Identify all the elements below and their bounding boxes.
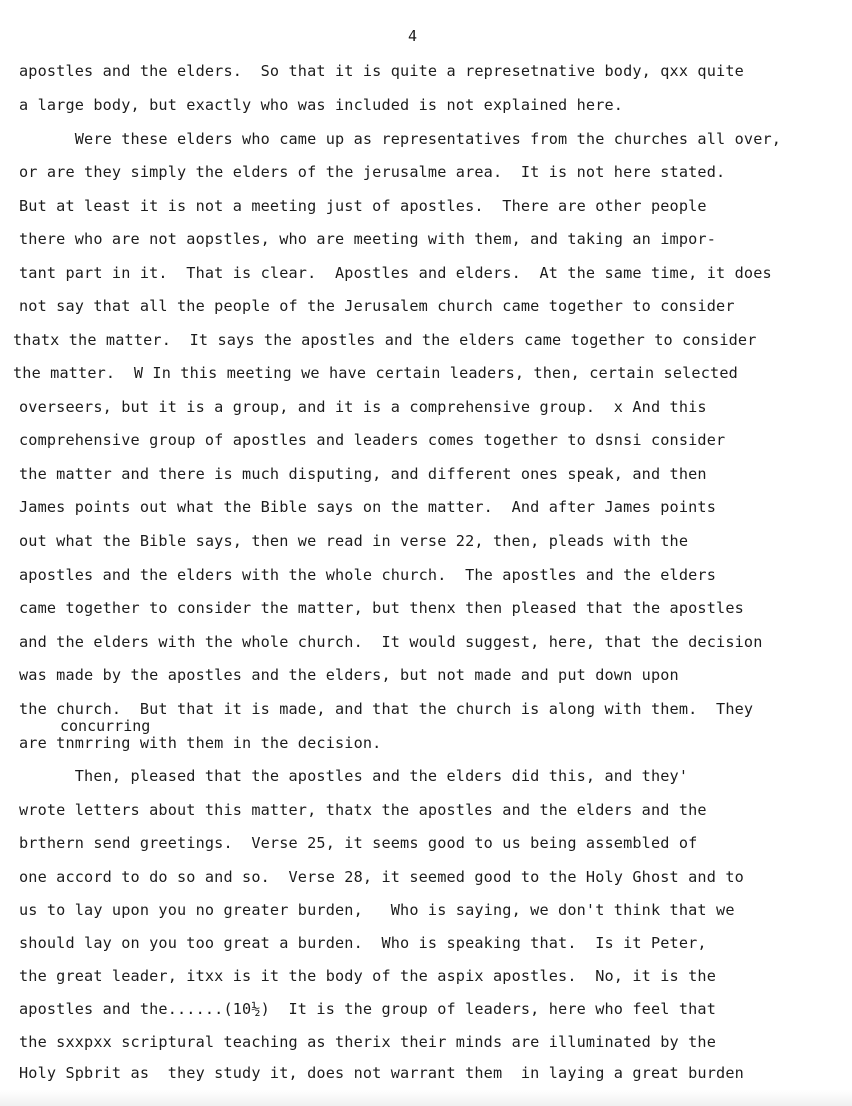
text-line: and the elders with the whole church. It would suggest, here, that the decision (19, 633, 763, 651)
text-line: Holy Spbrit as they study it, does not warrant them in laying a great burden (19, 1064, 744, 1082)
interlinear-correction: concurring (60, 717, 151, 735)
text-line: should lay on you too great a burden. Who is speaking that. Is it Peter, (19, 934, 707, 952)
text-line: there who are not aopstles, who are meeting with them, and taking an impor- (19, 230, 717, 248)
text-line: tant part in it. That is clear. Apostles and elders. At the same time, it does (19, 264, 772, 282)
text-line: the matter. W In this meeting we have certain leaders, then, certain selected (13, 364, 738, 382)
text-line: comprehensive group of apostles and leaders comes together to dsnsi consider (19, 431, 726, 449)
text-line: brthern send greetings. Verse 25, it seems good to us being assembled of (19, 834, 698, 852)
text-line: Were these elders who came up as representatives from the churches all over, (19, 130, 782, 148)
text-line: came together to consider the matter, but thenx then pleased that the apostles (19, 599, 744, 617)
text-line: wrote letters about this matter, thatx the apostles and the elders and the (19, 801, 707, 819)
text-line: James points out what the Bible says on the matter. And after James points (19, 498, 717, 516)
text-line: a large body, but exactly who was included is not explained here. (19, 96, 624, 114)
text-line: Then, pleased that the apostles and the elders did this, and they' (19, 767, 689, 785)
text-line: apostles and the elders with the whole church. The apostles and the elders (19, 566, 717, 584)
text-line: us to lay upon you no greater burden, Who is saying, we don't think that we (19, 901, 735, 919)
text-line: or are they simply the elders of the jerusalme area. It is not here stated. (19, 163, 726, 181)
text-line: the sxxpxx scriptural teaching as therix their minds are illuminated by the (19, 1033, 717, 1051)
text-line: the matter and there is much disputing, and different ones speak, and then (19, 465, 707, 483)
text-line: overseers, but it is a group, and it is a comprehensive group. x And this (19, 398, 707, 416)
text-line: But at least it is not a meeting just of apostles. There are other people (19, 197, 707, 215)
text-line: the great leader, itxx is it the body of the aspix apostles. No, it is the (19, 967, 717, 985)
text-line: the church. But that it is made, and that the church is along with them. They (19, 700, 754, 718)
text-line: not say that all the people of the Jerusalem church came together to consider (19, 297, 735, 315)
text-line: out what the Bible says, then we read in verse 22, then, pleads with the (19, 532, 689, 550)
text-line: are tnmrring with them in the decision. (19, 734, 382, 752)
text-line: one accord to do so and so. Verse 28, it seemed good to the Holy Ghost and to (19, 868, 744, 886)
page-number: 4 (408, 27, 418, 45)
text-line: was made by the apostles and the elders, but not made and put down upon (19, 666, 679, 684)
text-line: thatx the matter. It says the apostles and the elders came together to consider (13, 331, 757, 349)
text-line: apostles and the......(10½) It is the group of leaders, here who feel that (19, 1000, 717, 1018)
text-line: apostles and the elders. So that it is quite a represetnative body, qxx quite (19, 62, 744, 80)
page-edge-shadow (0, 1090, 852, 1106)
